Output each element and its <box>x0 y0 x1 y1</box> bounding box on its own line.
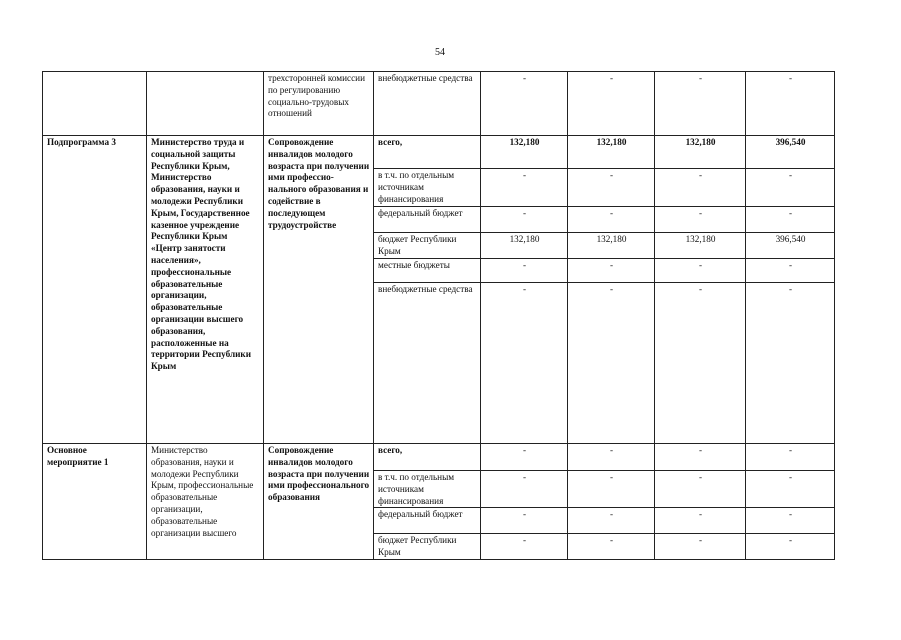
goal-cell: трехсторонней комиссии по регулированию социально-трудовых отношений <box>264 72 374 136</box>
value-year-3: 132,180 <box>655 233 746 259</box>
value-year-3: - <box>655 259 746 283</box>
source-label: в т.ч. по отдельным источникам финансирования <box>374 169 481 207</box>
source-label: федеральный бюджет <box>374 508 481 534</box>
source-label: местные бюджеты <box>374 259 481 283</box>
source-label: в т.ч. по отдельным источникам финансирования <box>374 471 481 508</box>
value-year-2: - <box>568 169 655 207</box>
value-year-1: - <box>481 508 568 534</box>
value-total: - <box>746 534 835 560</box>
source-label: бюджет Республики Крым <box>374 233 481 259</box>
executors-cell: Министерство труда и социальной защиты Республики Крым, Министерство образования, науки и молодежи Республики Крым, Государственное казенное учреждение Республики Крым «Центр занятости населения», профессиональные образовательные организации, образовательные организации высшего образования, расположенные на территории Республики Крым <box>147 136 264 444</box>
goal-cell: Сопровождение инвалидов молодого возраста при получении ими профессионального образования <box>264 444 374 560</box>
value-year-1: 132,180 <box>481 233 568 259</box>
table-row <box>43 444 835 471</box>
value-year-2: - <box>568 207 655 233</box>
value-total: - <box>746 259 835 283</box>
value-year-2: - <box>568 72 655 136</box>
value-total: - <box>746 283 835 444</box>
value-year-1: - <box>481 444 568 471</box>
value-year-1: - <box>481 259 568 283</box>
source-label: внебюджетные средства <box>374 72 481 136</box>
value-total: 396,540 <box>746 136 835 169</box>
value-year-2: - <box>568 471 655 508</box>
source-label: всего, <box>374 136 481 169</box>
source-label: бюджет Республики Крым <box>374 534 481 560</box>
value-total: - <box>746 207 835 233</box>
value-total: - <box>746 508 835 534</box>
goal-cell: Сопровождение инвалидов молодого возраста при получении ими профессио-нального образования и содействие в последующем трудоустройстве <box>264 136 374 444</box>
value-year-3: - <box>655 283 746 444</box>
value-year-1: - <box>481 534 568 560</box>
value-year-3: - <box>655 444 746 471</box>
value-year-2: - <box>568 534 655 560</box>
value-total: - <box>746 169 835 207</box>
value-year-3: - <box>655 169 746 207</box>
value-year-1: - <box>481 169 568 207</box>
executors-cell: Министерство образования, науки и молодежи Республики Крым, профессиональные образовательные организации, образовательные организации высшего <box>147 444 264 560</box>
value-total: 396,540 <box>746 233 835 259</box>
value-total: - <box>746 444 835 471</box>
source-label: федеральный бюджет <box>374 207 481 233</box>
source-label: внебюджетные средства <box>374 283 481 444</box>
value-year-2: - <box>568 283 655 444</box>
table-row <box>43 136 835 169</box>
program-name-cell <box>43 72 147 136</box>
executors-cell <box>147 72 264 136</box>
value-year-2: - <box>568 508 655 534</box>
value-year-1: - <box>481 283 568 444</box>
value-year-1: 132,180 <box>481 136 568 169</box>
table-row <box>43 72 835 136</box>
page-number: 54 <box>435 47 445 58</box>
value-year-3: - <box>655 508 746 534</box>
budget-table <box>42 71 835 560</box>
value-year-1: - <box>481 207 568 233</box>
value-year-2: - <box>568 444 655 471</box>
source-label: всего, <box>374 444 481 471</box>
value-year-3: - <box>655 72 746 136</box>
value-year-2: 132,180 <box>568 136 655 169</box>
value-year-1: - <box>481 72 568 136</box>
value-year-3: - <box>655 534 746 560</box>
program-name-cell: Подпрограмма 3 <box>43 136 147 444</box>
value-year-2: - <box>568 259 655 283</box>
value-total: - <box>746 72 835 136</box>
value-year-3: 132,180 <box>655 136 746 169</box>
value-year-1: - <box>481 471 568 508</box>
value-year-3: - <box>655 471 746 508</box>
program-name-cell: Основное мероприятие 1 <box>43 444 147 560</box>
value-year-2: 132,180 <box>568 233 655 259</box>
value-total: - <box>746 471 835 508</box>
value-year-3: - <box>655 207 746 233</box>
